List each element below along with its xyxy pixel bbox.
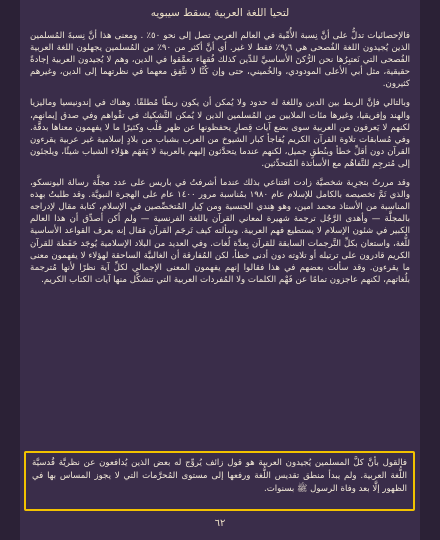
paragraph-1: فالإحصائيات تدلُّ على أنَّ نِسبة الأُمِّية في العالم العربي تصل إلى نحو ٥٠٪ . ومعنى هذا أنَّ نِسبةَ المُسلمين الذين يُجيدون اللغة الفُصحى هي ٩٫٦٪ فقط لا غير. أي أنَّ أكثر من ٩٠٪ من المُسلمين يجهلون اللغة العربية الفُصحى التي نَعتبِرُها نحن الرُّكنَ الأساسيَّ للدِّين كذلك فُقهاء تعمَّقوا في الدين، وهم لا يُجيدون العربية إجادةً حقيقية، مثل أبي الأعلى المودودي، والخُميني، حتى وإن كُنَّا لا نتَّفِق معهما في نظرتهما إلى الدين، وغيرهم كثيرون. (30, 31, 410, 90)
page-header-title: لتحيا اللغة العربية يسقط سيبويه (150, 7, 290, 19)
paragraph-3: وقد مررتُ بتجرِبة شخصيَّة زادت اقتناعي بذلك عندما أشرفتُ في باريس على عدد مجلَّة رسالة اليونسكو، والذي تَمَّ تخصيصه بالكامل للإسلام عام ١٩٨٠ بمُناسبة مرور ١٤٠٠ عام على الهجرة النبويَّة. وقد طلبتُ بهذه المناسبة من الأستاذ محمد امين، وهو هِندي الجنسية ومن كِبار المُتخصِّصين في الإسلام، كتابة مقال لإدراجه بالمجلَّة — وأهدى الرَّجُل ترجمة شهيرة لمعاني القرآن باللغة الفرنسية — ولم أكن أصدِّق أن هذا العالم الكبير في شئون الإسلام لا يستطيع فهم العربية. وسألته كيف تَرجَم القرآن فقال إنه يعرف القواعد الأساسية للُّغة، واستعان بكلِّ التَّرجمات السابقة للقرآن بِعدَّة لُغات. وفي العديد من البلاد الإسلامية يُوجَد حَفَظة للقرآن الكريم قادرون على ترتيله أو تلاوته دون أدنى خطأ، لكن المُفارقة أن الغالبيَّة الساحقة لهؤلاء لا يفهمون معنى ما يقرءون. وقد سألت بعضهم في هذا فقالوا إنهم يفهمون المعنى الإجمالي لكلِّ آية نظرًا لأنها مُترجمة بلُغاتهم، لكنهم عاجزون تمامًا عن فَهْم الكلمات ولا المُفردات العربية التي تتشكَّل منها آيات الكتاب الكريم. (30, 178, 410, 285)
paragraph-2: وبالتالي فإنَّ الربط بين الدين واللغة له حدود ولا يُمكن أن يكون ربطًا مُطلقًا. وهناك في إندونيسيا وماليزيا والهند وإفريقيا، وغيرها مئات الملايين من المُسلمين الذين لا يُمكن التَّشكيك في تقْواهم وفي صدق إيمانهم، لكنهم لا يَعرفون من العربية سوى بضع آيات قِصارٍ يحفظونها عن ظهر قلْب وكثيرًا ما لا يفهمون معناها بدقَّة. وفي مُسابقات تلاوة القرآن الكريم يُفاجأ كبار الشيوخ من العرب بشباب من بلادٍ إسلامية غير عربية يقرءون القرآن دون أقلِّ خطأ وبنُطقٍ جميل، لكنهم عندما يتحدَّثون إليهم بالعربية لا يَفهَم هؤلاء الشباب شيئًا، ويلجئون إلى مُترجِم للتَّفاهُم مع الأساتذة المُتحدِّثين. (30, 98, 410, 169)
page-number: ٦٢ (214, 518, 226, 529)
page-body (20, 30, 420, 510)
highlighted-paragraph: فالقول بأنَّ كلَّ المسلمين يُجيدون العربية هو قول زائف يُروِّج له بعض الذين يُدافعون عن نظريَّة قُدسيَّة اللُّغة العربية. ولم يبدأ منطق تقديس اللُّغة ورفعها إلى مستوى المُحرَّمات التي لا يجوز المساس بها في الظهور إلَّا بعد وفاة الرسول ﷺ بسنوات. (24, 451, 415, 511)
